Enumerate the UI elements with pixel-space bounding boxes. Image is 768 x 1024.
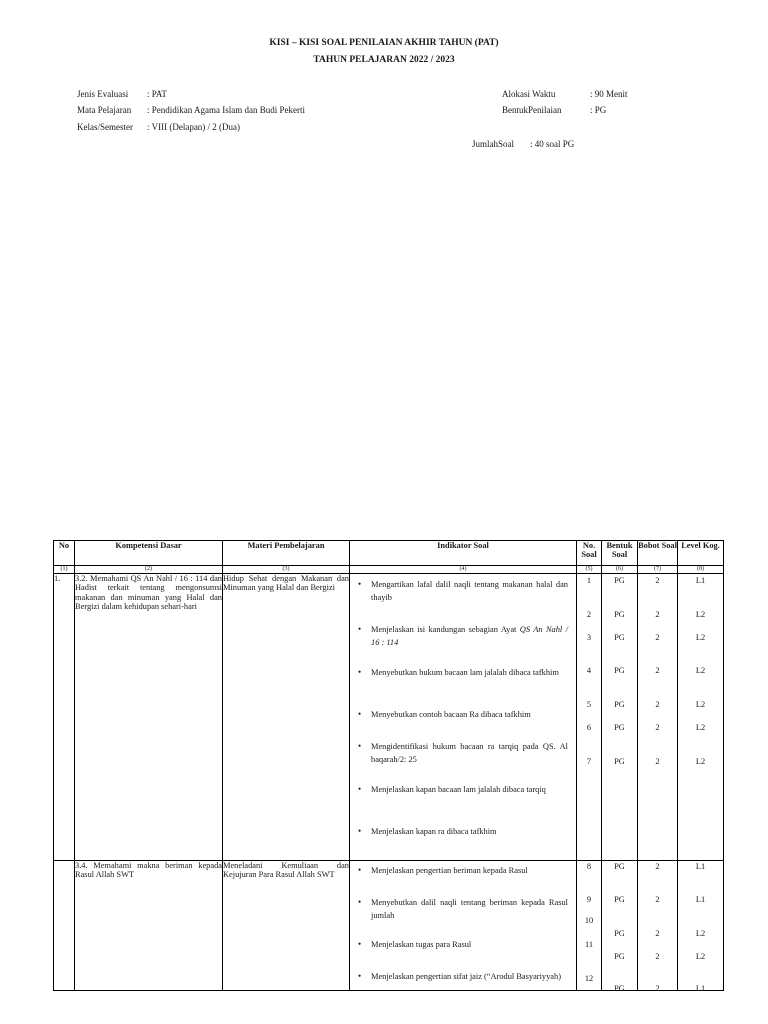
header-kompetensi-dasar: Kompetensi Dasar: [75, 541, 223, 566]
indikator-italic: QS An Nahl / 16 : 114: [371, 625, 568, 648]
bobot-soal: 2: [655, 862, 660, 871]
indikator-text: Menjelaskan kapan bacaan lam jalalah dibaca tarqiq: [371, 785, 546, 794]
no-soal: 11: [584, 940, 594, 949]
indikator-list: [350, 574, 577, 861]
bullet-icon: •: [358, 579, 362, 589]
bullet-icon: •: [358, 865, 362, 875]
level-kog: L2: [695, 610, 706, 619]
header-no: No: [54, 541, 75, 566]
bentuk-soal: PG: [614, 984, 625, 993]
meta-mapel-label: Mata Pelajaran: [77, 105, 132, 115]
column-number: (6): [602, 566, 638, 574]
header-bobot-soal: Bobot Soal: [638, 541, 678, 566]
meta-alokasi: [502, 89, 628, 99]
no-soal: 1: [586, 576, 592, 585]
level-kog: L2: [695, 666, 706, 675]
level-kog: L2: [695, 952, 706, 961]
kisi-table: [53, 540, 724, 991]
indikator-text: Menjelaskan pengertian beriman kepada Rasul: [371, 866, 528, 875]
indikator-text: Menjelaskan isi kandungan sebagian Ayat: [371, 625, 520, 634]
bobot-soal: 2: [655, 700, 660, 709]
level-kog-cell: [678, 861, 724, 991]
bullet-icon: •: [358, 939, 362, 949]
no-soal-cell: [577, 574, 602, 861]
no-soal: 7: [586, 757, 592, 766]
indikator-text: Menjelaskan pengertian sifat jaiz (“Arodul Basyariyyah): [371, 972, 561, 981]
column-number-row: [54, 566, 724, 574]
no-soal: 4: [586, 666, 592, 675]
column-number: (3): [223, 566, 350, 574]
bullet-icon: •: [358, 709, 362, 719]
bullet-icon: •: [358, 784, 362, 794]
meta-alokasi-label: Alokasi Waktu: [502, 89, 556, 99]
indikator-text: Menyebutkan dalil naqli tentang beriman kepada Rasul jumlah: [371, 898, 568, 921]
bullet-icon: •: [358, 741, 362, 751]
bullet-icon: •: [358, 826, 362, 836]
bentuk-soal: PG: [614, 862, 625, 871]
indikator-text: Mengidentifikasi hukum bacaan ra tarqiq pada QS. Al baqarah/2: 25: [371, 742, 568, 765]
meta-jumlah: [472, 139, 574, 149]
no-soal: 8: [586, 862, 592, 871]
bentuk-soal: PG: [614, 610, 625, 619]
bullet-icon: •: [358, 971, 362, 981]
indikator-list: [350, 861, 577, 991]
level-kog-cell: [678, 574, 724, 861]
bobot-soal-cell: [638, 574, 678, 861]
meta-jumlah-value: : 40 soal PG: [530, 139, 575, 149]
no-soal: 10: [584, 916, 594, 925]
kompetensi-dasar: 3.4. Memahami makna beriman kepada Rasul Allah SWT: [75, 861, 223, 991]
indikator-item: [358, 825, 568, 838]
column-number: (5): [577, 566, 602, 574]
bentuk-soal: PG: [614, 700, 625, 709]
level-kog: L2: [695, 757, 706, 766]
indikator-text: Menjelaskan kapan ra dibaca tafkhim: [371, 827, 497, 836]
indikator-item: [358, 783, 568, 796]
bobot-soal-cell: [638, 861, 678, 991]
indikator-item: [358, 578, 568, 604]
meta-bentuk: [502, 105, 606, 115]
indikator-item: [358, 708, 568, 721]
no-soal-cell: [577, 861, 602, 991]
level-kog: L1: [695, 984, 706, 993]
column-number: (4): [350, 566, 577, 574]
bentuk-soal: PG: [614, 929, 625, 938]
header-materi: Materi Pembelajaran: [223, 541, 350, 566]
indikator-item: [358, 666, 568, 679]
meta-jenis-label: Jenis Evaluasi: [77, 89, 129, 99]
row-number: 1.: [54, 574, 75, 861]
level-kog: L2: [695, 700, 706, 709]
meta-alokasi-value: : 90 Menit: [590, 89, 628, 99]
meta-jenis-value: : PAT: [147, 89, 167, 99]
indikator-text: Menyebutkan contoh bacaan Ra dibaca tafkhim: [371, 710, 531, 719]
column-number: (2): [75, 566, 223, 574]
bobot-soal: 2: [655, 952, 660, 961]
kompetensi-dasar: 3.2. Memahami QS An Nahl / 16 : 114 dan Hadist terkait tentang mengonsumsi makanan dan minuman yang Halal dan Bergizi dalam kehidupan sehari-hari: [75, 574, 223, 861]
meta-jenis: [77, 89, 167, 99]
table-header-row: [54, 541, 724, 566]
bobot-soal: 2: [655, 929, 660, 938]
meta-bentuk-label: BentukPenilaian: [502, 105, 562, 115]
level-kog: L1: [695, 895, 706, 904]
bullet-icon: •: [358, 624, 362, 634]
level-kog: L2: [695, 723, 706, 732]
bentuk-soal: PG: [614, 757, 625, 766]
table-row: [54, 574, 724, 861]
level-kog: L2: [695, 633, 706, 642]
meta-mapel-value: : Pendidikan Agama Islam dan Budi Pekerti: [147, 105, 305, 115]
level-kog: L1: [695, 576, 706, 585]
meta-jumlah-label: JumlahSoal: [472, 139, 514, 149]
meta-kelas: [77, 122, 240, 132]
indikator-item: [358, 970, 568, 983]
bentuk-soal: PG: [614, 576, 625, 585]
header-level-kog: Level Kog.: [678, 541, 724, 566]
column-number: (8): [678, 566, 724, 574]
no-soal: 12: [584, 974, 594, 983]
meta-mapel: [77, 105, 305, 115]
materi-pembelajaran: Hidup Sehat dengan Makanan dan Minuman yang Halal dan Bergizi: [223, 574, 350, 861]
bentuk-soal-cell: [602, 861, 638, 991]
meta-kelas-value: : VIII (Delapan) / 2 (Dua): [147, 122, 241, 132]
bentuk-soal: PG: [614, 633, 625, 642]
column-number: (7): [638, 566, 678, 574]
indikator-text: Menjelaskan tugas para Rasul: [371, 940, 472, 949]
no-soal: 9: [586, 895, 592, 904]
bentuk-soal: PG: [614, 666, 625, 675]
level-kog: L1: [695, 862, 706, 871]
indikator-item: [358, 864, 568, 877]
bobot-soal: 2: [655, 723, 660, 732]
doc-subtitle: TAHUN PELAJARAN 2022 / 2023: [313, 55, 455, 65]
bobot-soal: 2: [655, 666, 660, 675]
indikator-item: [358, 896, 568, 922]
indikator-item: [358, 740, 568, 766]
indikator-text: Mengartikan lafal dalil naqli tentang makanan halal dan thayib: [371, 580, 568, 603]
no-soal: 3: [586, 633, 592, 642]
doc-title: KISI – KISI SOAL PENILAIAN AKHIR TAHUN (PAT): [269, 38, 499, 48]
materi-pembelajaran: Meneladani Kemuliaan dan Kejujuran Para Rasul Allah SWT: [223, 861, 350, 991]
bobot-soal: 2: [655, 633, 660, 642]
header-no-soal: No. Soal: [577, 541, 602, 566]
column-number: (1): [54, 566, 75, 574]
header-bentuk-soal: Bentuk Soal: [602, 541, 638, 566]
indikator-item: [358, 623, 568, 649]
row-number: [54, 861, 75, 991]
no-soal: 6: [586, 723, 592, 732]
bobot-soal: 2: [655, 984, 660, 993]
bullet-icon: •: [358, 897, 362, 907]
level-kog: L2: [695, 929, 706, 938]
table-row: [54, 861, 724, 991]
bentuk-soal: PG: [614, 952, 625, 961]
header-indikator: Indikator Soal: [350, 541, 577, 566]
bentuk-soal-cell: [602, 574, 638, 861]
bobot-soal: 2: [655, 610, 660, 619]
bobot-soal: 2: [655, 757, 660, 766]
indikator-text: Menyebutkan hukum bacaan lam jalalah dibaca tafkhim: [371, 668, 559, 677]
meta-kelas-label: Kelas/Semester: [77, 122, 133, 132]
bentuk-soal: PG: [614, 895, 625, 904]
bentuk-soal: PG: [614, 723, 625, 732]
no-soal: 5: [586, 700, 592, 709]
bobot-soal: 2: [655, 895, 660, 904]
bullet-icon: •: [358, 667, 362, 677]
bobot-soal: 2: [655, 576, 660, 585]
no-soal: 2: [586, 610, 592, 619]
indikator-item: [358, 938, 568, 951]
meta-bentuk-value: : PG: [590, 105, 607, 115]
